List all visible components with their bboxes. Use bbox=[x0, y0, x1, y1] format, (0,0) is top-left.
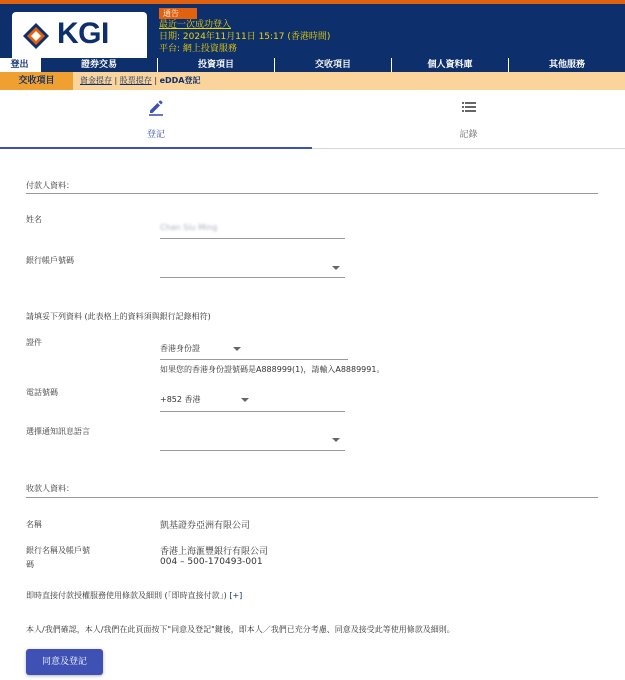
phone-country-value: +852 香港 bbox=[160, 395, 201, 404]
logo-brand-text: KGI bbox=[57, 17, 109, 50]
form-instruction: 請填妥下列資料 (此表格上的資料須與銀行記錄相符) bbox=[26, 312, 211, 321]
tab-records[interactable] bbox=[312, 90, 625, 149]
payee-name-label: 名稱 bbox=[26, 520, 42, 529]
bank-account-label: 銀行帳戶號碼 bbox=[26, 256, 74, 265]
payer-name-label: 姓名 bbox=[26, 215, 42, 224]
nav-tab-other-services[interactable]: 其他服務 bbox=[508, 58, 625, 72]
tab-register[interactable] bbox=[0, 90, 312, 149]
terms-consent: 本人/我們確認，本人/我們在此頁面按下"同意及登記"鍵後，即本人／我們已充分考慮、同意及接受此等使用條款及細則。 bbox=[26, 625, 455, 634]
payer-section-title: 付款人資料： bbox=[26, 181, 74, 190]
header-accent-line bbox=[0, 0, 625, 4]
notice-badge[interactable]: 通告 bbox=[159, 8, 197, 19]
pencil-icon bbox=[147, 98, 165, 116]
payer-name-field[interactable] bbox=[160, 220, 345, 239]
phone-country-select[interactable] bbox=[160, 391, 345, 412]
page-tabs bbox=[0, 90, 625, 149]
subnav-link-edda[interactable]: eDDA登記 bbox=[159, 76, 201, 85]
terms-expand-toggle[interactable]: [+] bbox=[229, 591, 243, 600]
nav-tab-personal-profile[interactable]: 個人資料庫 bbox=[391, 58, 508, 72]
payee-section-title: 收款人資料： bbox=[26, 484, 74, 493]
kgi-logo-mark-icon bbox=[22, 22, 50, 50]
payee-bank-label bbox=[26, 545, 90, 570]
payee-bank-label-line2: 碼 bbox=[26, 560, 34, 569]
chevron-down-icon bbox=[332, 266, 340, 270]
last-login-link[interactable]: 最近一次成功登入 bbox=[159, 20, 232, 30]
nav-tab-investments[interactable]: 投資項目 bbox=[157, 58, 274, 72]
payee-name-value: 凱基證券亞洲有限公司 bbox=[160, 521, 251, 531]
payee-section-divider bbox=[26, 497, 598, 498]
subnav-links bbox=[80, 72, 201, 90]
sub-nav bbox=[0, 72, 625, 90]
phone-label: 電話號碼 bbox=[26, 388, 58, 397]
subnav-category: 交收項目 bbox=[0, 72, 73, 90]
main-nav bbox=[0, 58, 625, 72]
logout-button[interactable]: 登出 bbox=[0, 58, 40, 72]
language-select[interactable] bbox=[160, 430, 345, 451]
login-date: 日期: 2024年11月11日 15:17 (香港時間) bbox=[159, 32, 331, 42]
document-hint: 如果您的香港身份證號碼是A888999(1)，請輸入A8889991。 bbox=[160, 365, 385, 374]
login-notice bbox=[159, 8, 330, 55]
list-icon bbox=[460, 98, 478, 116]
subnav-link-fund-transfer[interactable]: 資金提存 bbox=[80, 76, 112, 85]
login-platform: 平台: 網上投資服務 bbox=[159, 44, 237, 54]
kgi-logo bbox=[12, 12, 147, 58]
tab-records-label: 記錄 bbox=[459, 130, 478, 140]
agree-and-register-button[interactable]: 同意及登記 bbox=[26, 649, 103, 675]
document-label: 證件 bbox=[26, 338, 42, 347]
language-label: 選擇通知訊息語言 bbox=[26, 427, 90, 436]
document-value: 香港身份證 bbox=[160, 344, 200, 353]
terms-title: 即時直接付款授權服務使用條款及細則 (「即時直接付款」) bbox=[26, 591, 230, 600]
chevron-down-icon bbox=[233, 347, 241, 351]
terms-heading bbox=[26, 590, 242, 601]
nav-tab-securities-trading[interactable]: 證券交易 bbox=[40, 58, 157, 72]
payee-bank-account: 004 – 500-170493-001 bbox=[160, 557, 263, 567]
chevron-down-icon bbox=[332, 438, 340, 442]
document-select[interactable] bbox=[160, 340, 348, 360]
nav-tab-settlement[interactable]: 交收項目 bbox=[274, 58, 391, 72]
subnav-link-stock-transfer[interactable]: 股票提存 bbox=[119, 76, 152, 85]
tab-register-label: 登記 bbox=[146, 130, 165, 140]
subnav-separator: | bbox=[154, 76, 158, 85]
payer-section-divider bbox=[26, 193, 598, 194]
chevron-down-icon bbox=[241, 398, 249, 402]
payee-bank-label-line1: 銀行名稱及帳戶號 bbox=[26, 546, 90, 555]
subnav-separator: | bbox=[114, 76, 118, 85]
payer-name-value: Chan Siu Ming bbox=[160, 223, 218, 232]
payee-bank-name: 香港上海滙豐銀行有限公司 bbox=[160, 547, 269, 557]
bank-account-select[interactable] bbox=[160, 258, 345, 278]
top-header bbox=[0, 0, 625, 58]
